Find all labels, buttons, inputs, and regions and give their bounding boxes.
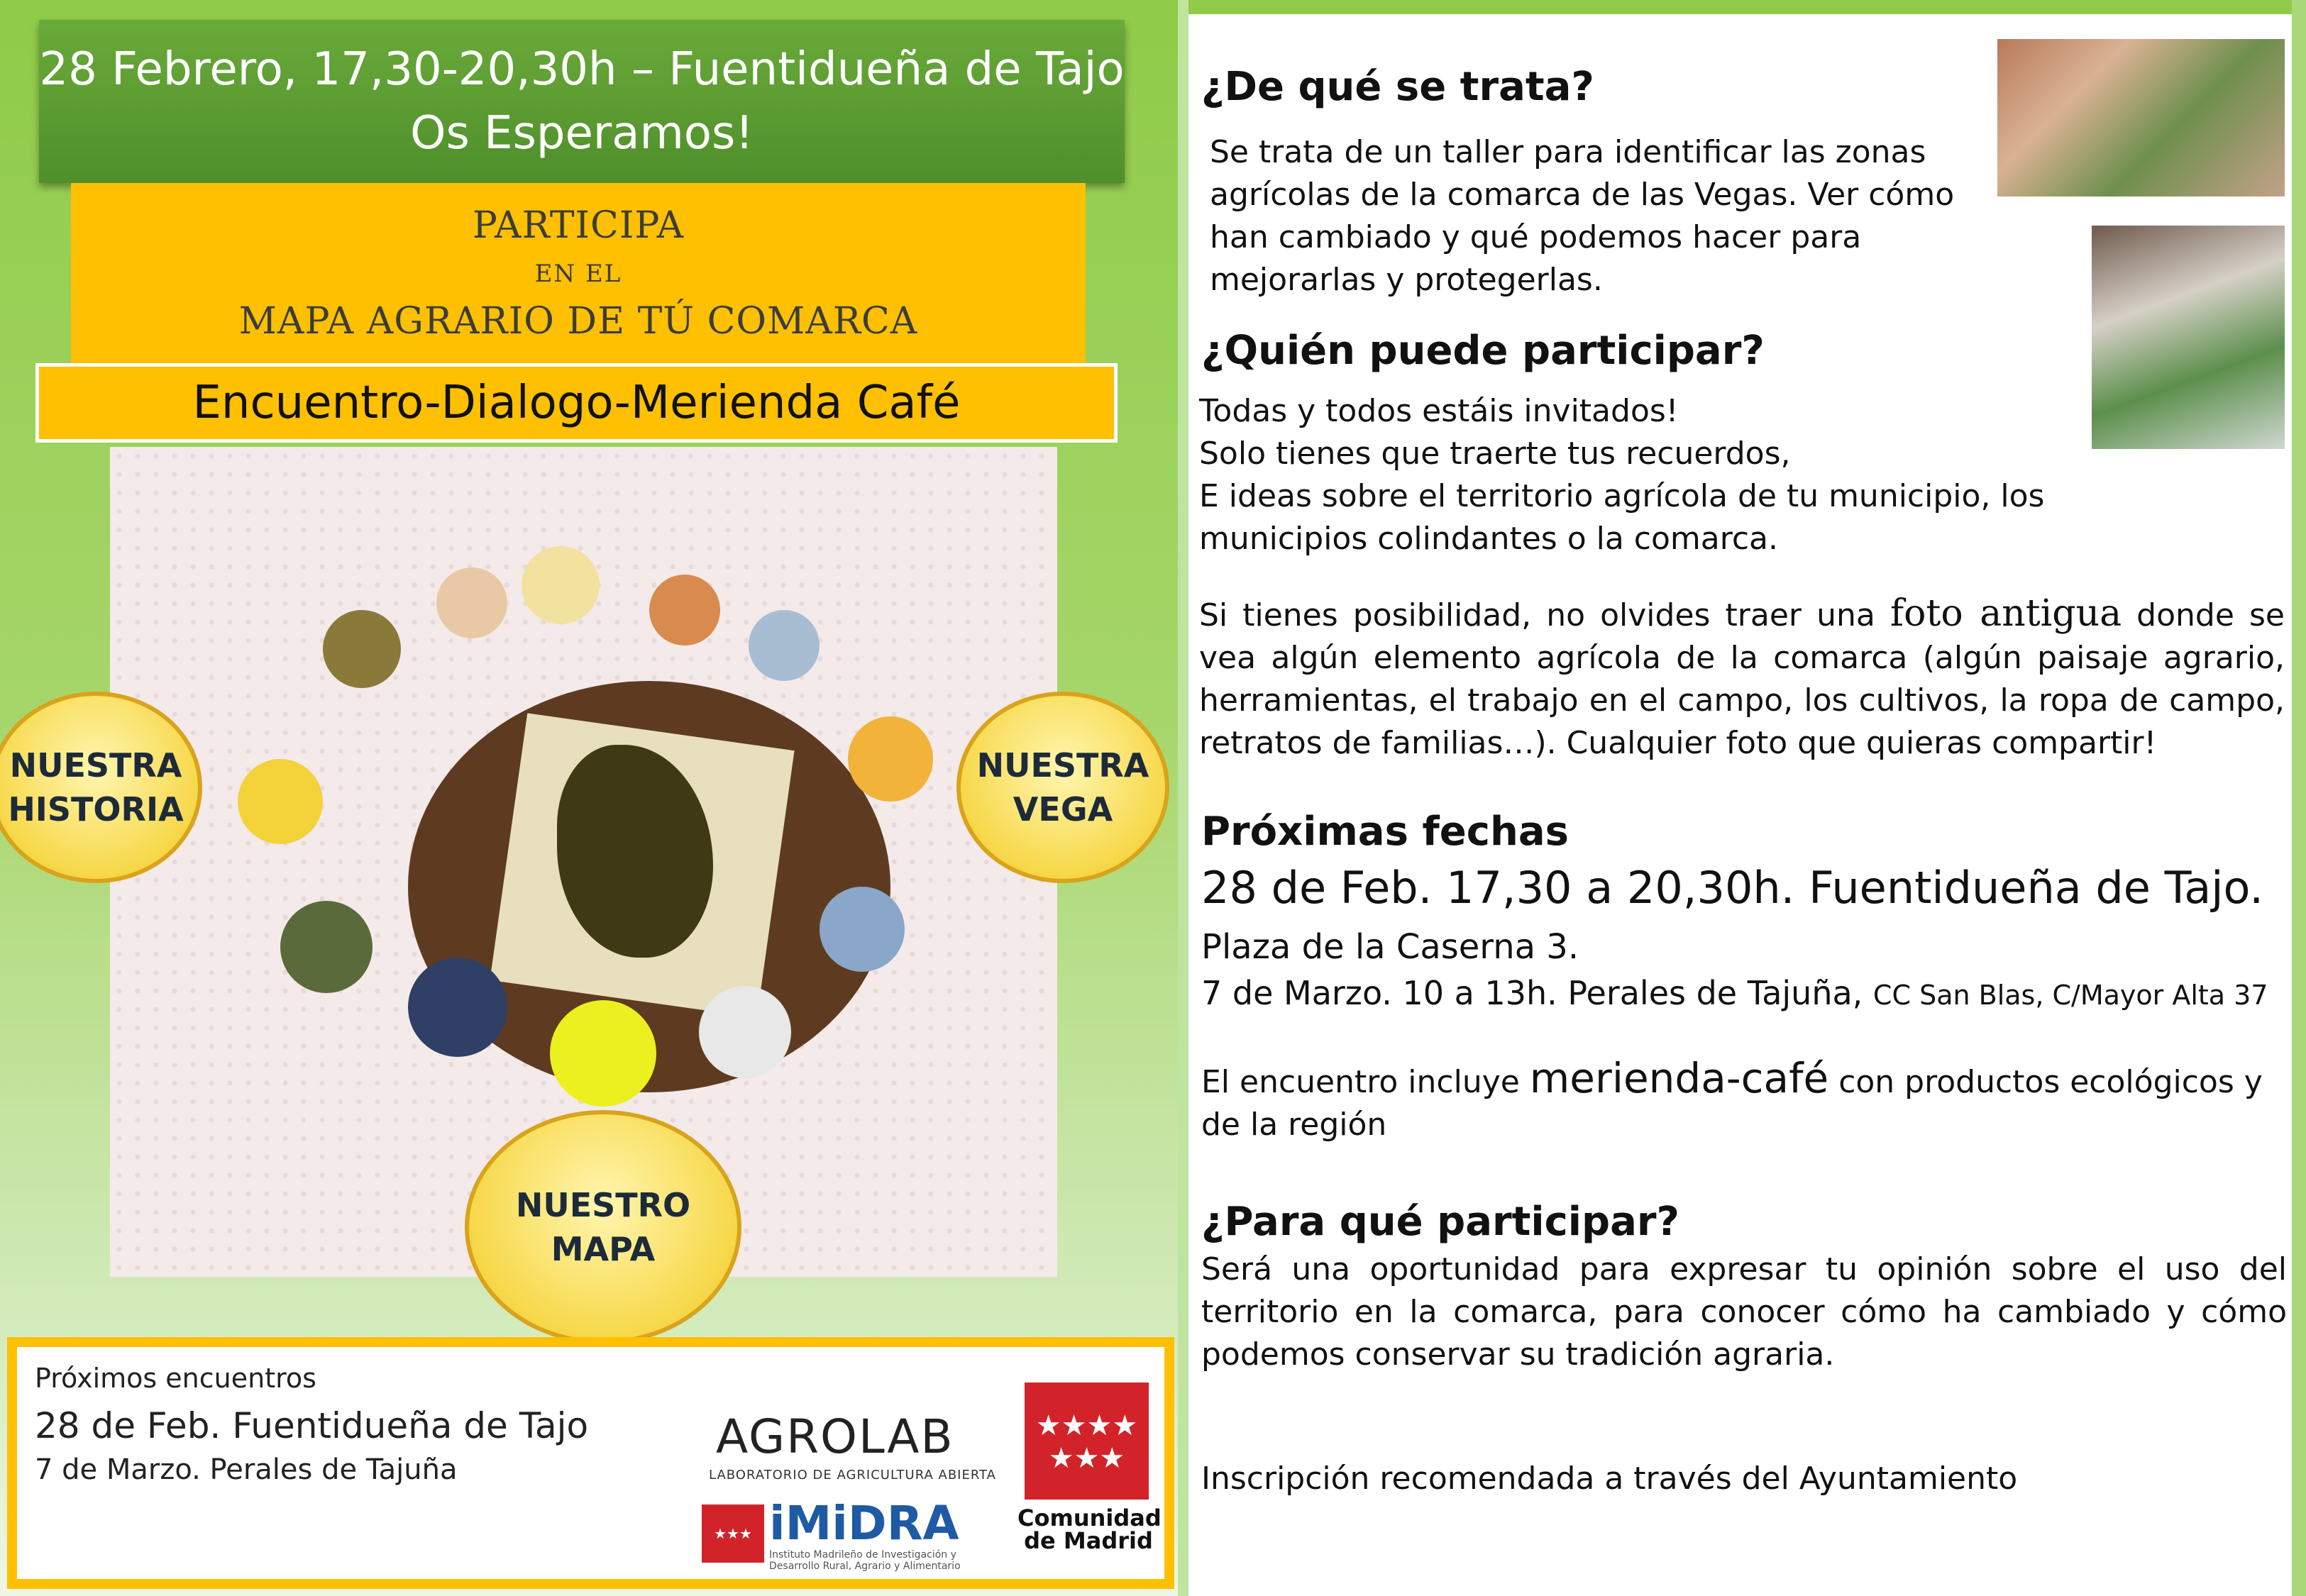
answer-quien <box>1199 390 2072 560</box>
agrolab-logo: AGROLAB <box>716 1409 954 1464</box>
person-illustration <box>522 546 600 624</box>
next-meetings-box <box>7 1337 1174 1589</box>
quien-line2: Solo tienes que traerte tus recuerdos, <box>1199 436 1791 472</box>
participa-line2: EN EL <box>534 260 622 288</box>
cm-name-2: de Madrid <box>1024 1527 1153 1554</box>
fecha-2 <box>1201 972 2268 1016</box>
answer-para-que: Será una oportunidad para expresar tu opinión sobre el uso del territorio en la comarca, para conocer cómo ha cambiado y cómo podemos conservar su tradición agraria. <box>1201 1251 2287 1373</box>
merienda-post: con productos ecológicos y de la región <box>1201 1064 2263 1143</box>
foto-antigua-emphasis: foto antigua <box>1890 592 2122 635</box>
workshop-photo-2 <box>2092 226 2285 449</box>
proximas-fechas-title: Próximas fechas <box>1201 809 1569 855</box>
fecha-1: 28 de Feb. 17,30 a 20,30h. Fuentidueña de Tajo. <box>1201 862 2264 914</box>
question-quien: ¿Quién puede participar? <box>1201 328 1765 374</box>
badge-nuestra-vega <box>956 692 1169 883</box>
event-header <box>39 20 1125 183</box>
badge-bottom-line1: NUESTRO <box>515 1186 691 1224</box>
cm-name-1: Comunidad <box>1017 1504 1162 1531</box>
participa-line3: MAPA AGRARIO DE TÚ COMARCA <box>238 300 918 343</box>
person-illustration <box>323 610 401 688</box>
participa-line1: PARTICIPA <box>472 204 685 247</box>
event-welcome: Os Esperamos! <box>410 107 754 160</box>
event-date-place: 28 Febrero, 17,30-20,30h – Fuentidueña de Tajo <box>39 43 1125 96</box>
quien-line1: Todas y todos estáis invitados! <box>1199 393 1679 429</box>
question-que-es: ¿De qué se trata? <box>1201 64 1594 110</box>
badge-left-line2: HISTORIA <box>8 790 184 829</box>
badge-right-line2: VEGA <box>1013 790 1113 829</box>
fecha-2-text: 7 de Marzo. 10 a 13h. Perales de Tajuña, <box>1201 974 1873 1012</box>
agrolab-subtitle: LABORATORIO DE AGRICULTURA ABIERTA <box>709 1468 996 1483</box>
merienda-paragraph <box>1201 1054 2280 1146</box>
next-meeting-2: 7 de Marzo. Perales de Tajuña <box>35 1453 458 1486</box>
person-illustration <box>699 986 791 1078</box>
imidra-logo: iMiDRA <box>769 1496 959 1551</box>
imidra-flag-icon: ★★★ <box>702 1504 764 1563</box>
foto-antigua-paragraph <box>1199 592 2285 765</box>
person-illustration <box>550 1000 656 1107</box>
person-illustration <box>848 716 933 802</box>
person-illustration <box>436 567 507 638</box>
badge-left-line1: NUESTRA <box>9 746 182 785</box>
divider <box>1178 0 1188 1596</box>
madrid-flag-icon: ★★★★ ★★★ <box>1025 1382 1149 1500</box>
quien-line3: E ideas sobre el territorio agrícola de tu municipio, los municipios colindantes o la comarca. <box>1199 478 2045 557</box>
fecha-1-place: Plaza de la Caserna 3. <box>1201 927 1579 967</box>
foto-post: donde se vea algún elemento agrícola de la comarca (algún paisaje agrario, herramientas, el trabajo en el campo, los cultivos, la ropa de campo, retratos de familias…). Cualquier foto que quieras compartir! <box>1199 597 2285 761</box>
answer-que-es: Se trata de un taller para identificar las zonas agrícolas de la comarca de las Vegas. Ver cómo han cambiado y qué podemos hacer para mejorarlas y protegerlas. <box>1210 134 1955 298</box>
next-meetings-title: Próximos encuentros <box>35 1363 316 1394</box>
person-illustration <box>408 958 507 1057</box>
fecha-2-place: CC San Blas, C/Mayor Alta 37 <box>1872 980 2268 1011</box>
inscripcion-note: Inscripción recomendada a través del Ayuntamiento <box>1201 1461 2018 1497</box>
merienda-emphasis: merienda-café <box>1529 1054 1829 1102</box>
badge-right-line1: NUESTRA <box>976 746 1149 785</box>
badge-bottom-line2: MAPA <box>551 1230 656 1268</box>
person-illustration <box>820 887 905 972</box>
merienda-pre: El encuentro incluye <box>1201 1064 1530 1100</box>
foto-pre: Si tienes posibilidad, no olvides traer una <box>1199 597 1890 633</box>
person-illustration <box>280 901 373 993</box>
badge-nuestro-mapa <box>465 1110 741 1344</box>
next-meeting-1: 28 de Feb. Fuentidueña de Tajo <box>35 1405 589 1446</box>
workshop-photo-1 <box>1997 39 2285 196</box>
participa-banner <box>71 183 1086 364</box>
person-illustration <box>749 610 820 681</box>
comunidad-madrid-logo <box>1017 1504 1162 1554</box>
imidra-subtitle: Instituto Madrileño de Investigación y Desarrollo Rural, Agrario y Alimentario <box>769 1549 961 1572</box>
person-illustration <box>649 575 720 645</box>
right-edge-strip <box>2292 0 2306 1596</box>
question-para-que: ¿Para qué participar? <box>1201 1199 1679 1245</box>
meeting-bar: Encuentro-Dialogo-Merienda Café <box>35 363 1118 443</box>
person-illustration <box>238 759 323 844</box>
top-strip <box>1188 0 2306 14</box>
